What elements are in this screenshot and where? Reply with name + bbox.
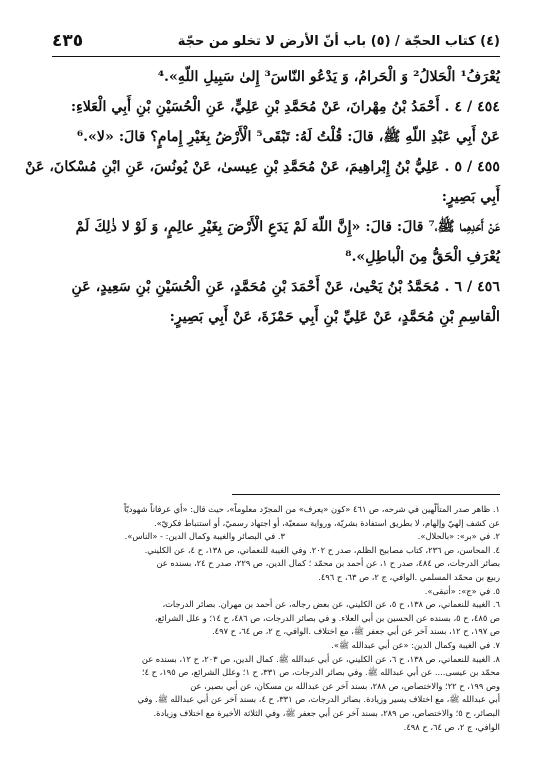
- footnote-7: [40, 639, 500, 653]
- footnote-line: الوافي، ج ٢، ص ٦٤، ح ٤٩٨.: [403, 721, 500, 732]
- footnote-line: محمّد بن عيسى.... عن أبي عبدالله ﷺ. وفي بصائر الدرجات، ص ٣٣١، ح ١؛ وعلل الشرائع، ص ١٩٥، ح ٤؛: [141, 667, 500, 678]
- footnote-line: ص ٤٨٥، ح ٥، بسنده عن الحسين بن أبي العلاء. و في بصائر الدرجات، ص ٤٨٦، ح ١٤؛ و علل الشرائع،: [154, 612, 500, 623]
- footnotes-2-3: [40, 530, 500, 544]
- footnotes: [40, 503, 500, 734]
- footnote-line: ١. ظاهر صدر المتألّهين في شرحه، ص ٤٦١ «كون «يعرف» من المجرّد معلوماً»، حيث قال: «أي عرفاناً شهوديّاً: [123, 504, 500, 514]
- text-paragraph: [52, 62, 500, 92]
- footnote-2: ٢. في «بر»: «بالحلال».: [417, 531, 500, 542]
- footnote-3: ٣. في البصائر والغيبة وكمال الدين: - «الناس».: [124, 531, 285, 542]
- text-line: ٤٥٦ / ٦ . مُحَمَّدُ بْنُ يَحْيىٰ، عَنْ أَحْمَدَ بْنِ مُحَمَّدٍ، عَنِ الْحُسَيْنِ بْنِ سَعِيدٍ، عَنِ: [71, 279, 500, 295]
- text-line: عَنْ أَحَدِهِما ﷺ،⁷ قالَ: قالَ: «إِنَّ اللّهَ لَمْ يَدَعِ الْأَرْضَ بِغَيْرِ عالِمٍ، وَ لَوْ لا ذٰلِكَ لَمْ: [75, 219, 500, 235]
- footnote-line: ص ١٩٧، ح ١٢، بسند آخر عن أبي جعفر ﷺ، مع اختلاف .الوافي، ج ٢، ص ٦٤، ح ٤٩٧.: [212, 626, 500, 637]
- hadith-456: [52, 272, 500, 332]
- text-line: ٤٥٤ / ٤ . أَحْمَدُ بْنُ مِهْرانَ، عَنْ مُحَمَّدِ بْنِ عَلِيٍّ، عَنِ الْحُسَيْنِ بْنِ أَبِي الْعَلاءِ:: [70, 99, 500, 115]
- footnote-line: البصائر، ح ٥؛ والاختصاص، ص ٢٨٩، بسند آخر عن أبي جعفر ﷺ، وفي الثلاثة الأخيرة مع اختلاف وزيادة.: [153, 707, 500, 718]
- footnote-line: بصائر الدرجات، ص ٤٨٤، صدر ح ١، عن أحمد بن محمّد ؛ كمال الدين، ص ٢٢٩، صدر ح ٢٤، بسنده عن: [156, 558, 500, 569]
- hadith-454: [52, 92, 500, 152]
- footnote-5: [40, 585, 500, 599]
- text-line: يُعْرَفُ¹ الْحَلالُ² وَ الْحَرامُ، وَ يَدْعُو النّاسَ³ إِلىٰ سَبِيلِ اللّهِ».⁴: [157, 69, 500, 85]
- running-title: (٤) كتاب الحجّة / (٥) باب أنّ الأرض لا تخلو من حجّة: [177, 34, 500, 49]
- footnote-4: [40, 544, 500, 585]
- text-line: ٤٥٥ / ٥ . عَلِيُّ بْنُ إِبْراهِيمَ، عَنْ مُحَمَّدِ بْنِ عِيسىٰ، عَنْ يُونُسَ، عَنِ ابْنِ مُسْكانَ، عَنْ: [25, 159, 500, 175]
- footnote-8: [40, 653, 500, 735]
- text-line: عَنْ أَبِي عَبْدِ اللّهِ ﷺ، قالَ: قُلْتُ لَهُ: تَبْقَى⁵ الْأَرْضُ بِغَيْرِ إِمامٍ؟ قالَ: «لا».⁶: [76, 129, 500, 145]
- hadith-455: [25, 152, 500, 212]
- main-text: [25, 62, 500, 332]
- text-line: يُعْرَفِ الْحَقُّ مِنَ الْباطِلِ».⁸: [345, 249, 500, 265]
- footnote-separator: [232, 494, 500, 495]
- page-header: [52, 30, 500, 57]
- footnote-6: [40, 598, 500, 639]
- footnote-line: ٦. الغيبة للنعماني، ص ١٣٨، ح ٥، عن الكليني، عن بعض رجاله، عن أحمد بن مهران. بصائر الدرجات،: [162, 599, 500, 610]
- footnote-line: ٤. المحاسن، ص ٢٣٦، كتاب مصابيح الظلم، صدر ح ٢٠٢. وفي الغيبة للنعماني، ص ١٣٨، ح ٤، عن الكليني.: [144, 544, 500, 555]
- page-number: ٤٣٥: [52, 31, 84, 51]
- footnote-line: ربيع بن محمّد المسلمي .الوافي، ج ٢، ص ٦٣، ح ٤٩٦.: [318, 571, 500, 582]
- footnote-line: عن كشف إلهيّ وإلهام، لا بطريق استفادة بشريّة، ورواية سمعيّة، أو اجتهاد رسميّ، أو استنباط فكريّ».: [154, 517, 500, 528]
- text-line: أَبِي بَصِيرٍ:: [441, 189, 500, 205]
- text-line: الْقاسِمِ بْنِ مُحَمَّدٍ، عَنْ عَلِيِّ بْنِ أَبِي حَمْزَةَ، عَنْ أَبِي بَصِيرٍ:: [169, 309, 500, 325]
- footnote-line: ٧. في الغيبة وكمال الدين: «عن أبي عبدالله ﷺ».: [331, 639, 500, 650]
- footnote-line: أبي عبدالله ﷺ، مع اختلاف يسير وزيادة. بصائر الدرجات، ص ٣٣١، ح ٤، بسند آخر عن أبي عبدالله ﷺ. وفي: [137, 694, 500, 705]
- footnote-1: [40, 503, 500, 530]
- footnote-line: ٥. في «ج»: «أتبقى».: [424, 585, 500, 596]
- hadith-455-matn: [52, 212, 500, 272]
- footnote-line: ٨. الغيبة للنعماني، ص ١٣٨، ح ٦، عن الكليني، عن أبي عبدالله ﷺ. كمال الدين، ص ٢٠٣، ح ١٢، بسنده عن: [141, 653, 500, 664]
- footnote-line: وص ١٩٩، ح ٢٢؛ والاختصاص، ص ٢٨٨، بسند آخر عن عبدالله بن مسكان، عن أبي بصير، عن: [190, 680, 500, 691]
